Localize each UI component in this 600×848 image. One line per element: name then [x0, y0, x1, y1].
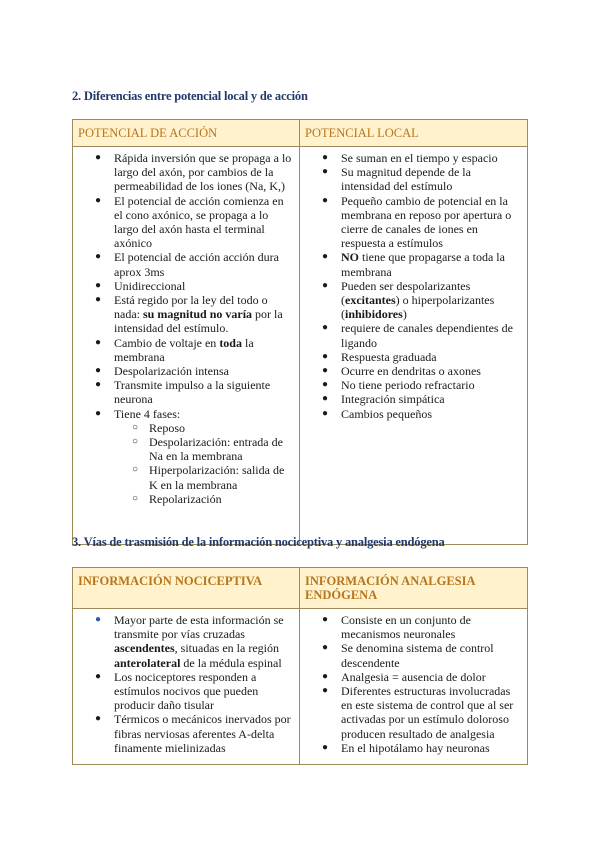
list-item: ● Está regido por la ley del todo o nada: su magnitud no varía por la intensidad del estímulo. [95, 293, 283, 336]
section-3-title: 3. Vías de trasmisión de la información nociceptiva y analgesia endógena [72, 535, 445, 549]
bullet-icon: ● [95, 194, 102, 206]
bullet-icon: ● [322, 279, 329, 291]
list-item: ● El potencial de acción comienza en el cono axónico, se propaga a lo largo del axón hasta el terminal axónico [95, 193, 284, 251]
bullet-icon: ● [322, 251, 329, 263]
bullet-icon: ● [95, 152, 102, 163]
bullet-icon: ● [322, 393, 329, 405]
list-item: ● Ocurre en dendritas o axones [322, 364, 481, 379]
bullet-icon: ● [322, 670, 329, 682]
list-item: ● Se suman en el tiempo y espacio [322, 151, 498, 165]
hollow-bullet-icon: ○ [132, 421, 139, 433]
bullet-icon: ● [95, 379, 102, 391]
cell-informacion-analgesia [300, 609, 528, 765]
list-item: ● Pueden ser despolarizantes (excitantes) o hiperpolarizantes (inhibidores) [322, 278, 495, 322]
list-item: ● Térmicos o mecánicos inervados por fibras nerviosas aferentes A-delta finamente mielinizadas [95, 712, 291, 755]
list-item: ● Pequeño cambio de potencial en la membrana en reposo por apertura o cierre de canales de iones en respuesta a estímulos [322, 193, 512, 251]
header-potencial-accion: POTENCIAL DE ACCIÓN [73, 120, 300, 147]
list-item: ● No tiene periodo refractario [322, 378, 475, 393]
comparison-table-potentials [72, 119, 528, 545]
comparison-table-nociceptive [72, 567, 528, 765]
bullet-icon: ● [322, 379, 329, 391]
bullet-icon: ● [95, 336, 102, 348]
list-item: ● Rápida inversión que se propaga a lo largo del axón, por cambios de la permeabilidad de los iones (Na, K,) [95, 151, 292, 194]
list-item: ● Unidireccional [95, 278, 186, 293]
hollow-bullet-icon: ○ [132, 436, 139, 448]
list-item: ● requiere de canales dependientes de ligando [322, 321, 513, 350]
bullet-icon: ● [322, 322, 329, 334]
list-item: ● Cambio de voltaje en toda la membrana [95, 335, 254, 364]
list-item: ● NO tiene que propagarse a toda la membrana [322, 250, 505, 279]
bullet-icon: ● [322, 350, 329, 362]
sub-list-item: ○ Repolarización [132, 491, 222, 506]
sub-list-item: ○ Reposo [132, 420, 185, 435]
list-item: ● Analgesia = ausencia de dolor [322, 669, 486, 684]
bullet-icon: ● [322, 614, 329, 625]
sub-list-item: ○ Despolarización: entrada de Na en la membrana [132, 435, 283, 464]
list-item: ● Diferentes estructuras involucradas en este sistema de control que al ser activadas por un estímulo doloroso producen resultado de analgesia [322, 684, 514, 741]
header-informacion-analgesia: INFORMACIÓN ANALGESIA ENDÓGENA [300, 568, 528, 609]
header-potencial-local: POTENCIAL LOCAL [300, 120, 528, 147]
sub-list-item: ○ Hiperpolarización: salida de K en la membrana [132, 463, 285, 492]
bullet-icon: ● [322, 365, 329, 377]
list-item: ● Despolarización intensa [95, 364, 229, 379]
list-item: ● Se denomina sistema de control descendente [322, 641, 494, 670]
list-item: ● Consiste en un conjunto de mecanismos neuronales [322, 613, 471, 642]
bullet-icon: ● [95, 251, 102, 263]
section-2-title: 2. Diferencias entre potencial local y de acción [72, 89, 308, 103]
bullet-icon: ● [95, 279, 102, 291]
bullet-icon: ● [95, 713, 102, 725]
list-item: ● Los nociceptores responden a estímulos nocivos que pueden producir daño tisular [95, 669, 259, 713]
cell-potencial-accion [73, 147, 300, 545]
header-informacion-nociceptiva: INFORMACIÓN NOCICEPTIVA [73, 568, 300, 609]
bullet-icon: ● [95, 614, 102, 625]
hollow-bullet-icon: ○ [132, 464, 139, 476]
bullet-icon: ● [322, 194, 329, 206]
bullet-icon: ● [322, 741, 329, 753]
list-item: ● Su magnitud depende de la intensidad del estímulo [322, 165, 471, 194]
list-item: ● Cambios pequeños [322, 406, 432, 421]
list-item: ● Tiene 4 fases: [95, 406, 181, 421]
list-item: ● Integración simpática [322, 392, 445, 407]
cell-informacion-nociceptiva [73, 609, 300, 765]
cell-potencial-local [300, 147, 528, 545]
list-item: ● Transmite impulso a la siguiente neurona [95, 378, 271, 407]
bullet-icon: ● [322, 685, 329, 697]
bullet-icon: ● [95, 365, 102, 377]
list-item: ● Mayor parte de esta información se transmite por vías cruzadas ascendentes, situadas en la región anterolateral de la médula espinal [95, 613, 284, 670]
bullet-icon: ● [322, 407, 329, 419]
list-item: ● El potencial de acción acción dura aprox 3ms [95, 250, 279, 279]
bullet-icon: ● [95, 294, 102, 306]
list-item: ● En el hipotálamo hay neuronas [322, 740, 490, 755]
bullet-icon: ● [322, 166, 329, 178]
bullet-icon: ● [322, 152, 329, 163]
bullet-icon: ● [95, 670, 102, 682]
list-item: ● Respuesta graduada [322, 349, 437, 364]
hollow-bullet-icon: ○ [132, 492, 139, 504]
bullet-icon: ● [95, 407, 102, 419]
bullet-icon: ● [322, 642, 329, 654]
